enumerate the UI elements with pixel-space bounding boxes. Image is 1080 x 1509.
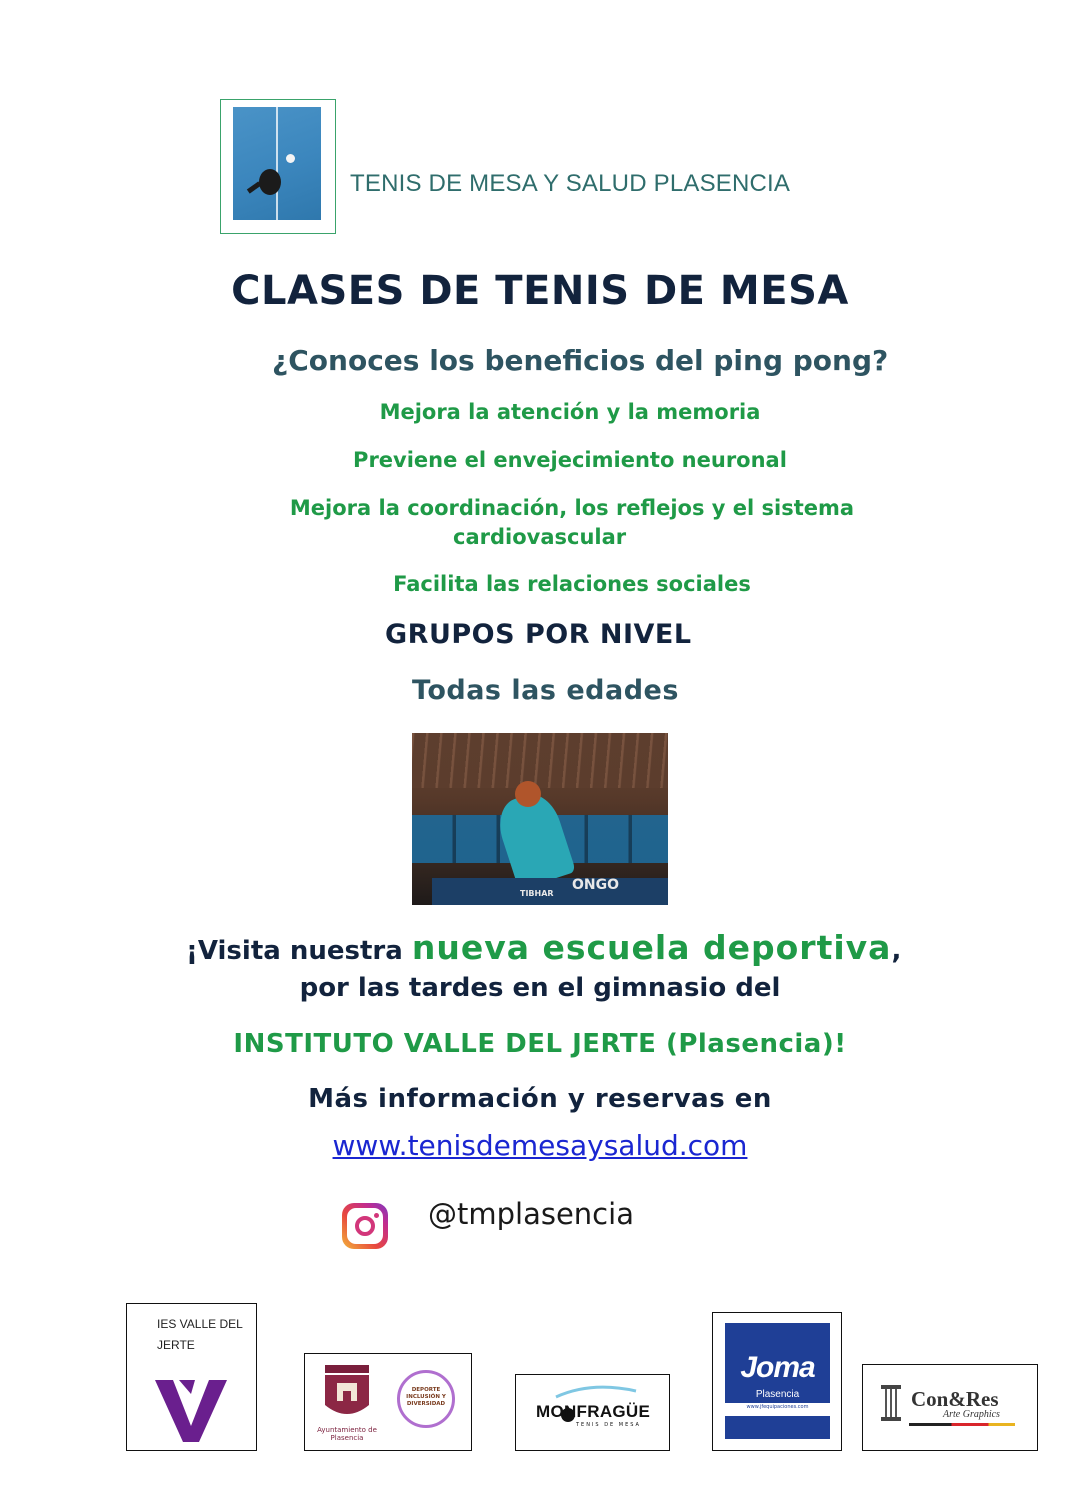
- sponsor-joma: [712, 1312, 842, 1451]
- player-photo: [412, 733, 668, 905]
- paddle-icon: [259, 169, 281, 195]
- ayuntamiento-label: Ayuntamiento de Plasencia: [317, 1426, 377, 1442]
- visit-highlight: nueva escuela deportiva: [411, 928, 892, 967]
- ages-heading: Todas las edades: [412, 675, 679, 706]
- benefit-item: Previene el envejecimiento neuronal: [353, 448, 787, 472]
- conres-color-bar: [909, 1423, 1015, 1426]
- instagram-icon[interactable]: [342, 1203, 388, 1249]
- groups-heading: GRUPOS POR NIVEL: [385, 619, 692, 650]
- photo-table-brand-2: TIBHAR: [520, 889, 554, 898]
- instagram-lens: [355, 1216, 375, 1236]
- monfrague-sub-label: TENIS DE MESA: [576, 1422, 641, 1428]
- joma-label: Joma: [740, 1351, 815, 1384]
- ping-pong-logo-image: [233, 107, 321, 220]
- joma-logo: [725, 1323, 830, 1439]
- sponsor-monfrague: [515, 1374, 670, 1451]
- conres-sub-label: Arte Graphics: [943, 1409, 1000, 1420]
- sponsor-ayuntamiento-plasencia: [304, 1353, 472, 1451]
- instagram-handle[interactable]: @tmplasencia: [428, 1197, 634, 1231]
- sponsor-conres: [862, 1364, 1038, 1451]
- visit-suffix: ,: [891, 936, 902, 966]
- visit-prefix: ¡Visita nuestra: [186, 936, 412, 966]
- ies-v-logo-icon: [155, 1376, 227, 1442]
- joma-place-label: Plasencia: [755, 1389, 800, 1400]
- photo-table-brand: ONGO: [572, 877, 620, 893]
- benefit-item: Mejora la coordinación, los reflejos y el sistema: [289, 496, 855, 520]
- page-title: CLASES DE TENIS DE MESA: [231, 268, 849, 314]
- institute-name: INSTITUTO VALLE DEL JERTE (Plasencia)!: [233, 1029, 847, 1059]
- deporte-inclusion-badge: [397, 1370, 455, 1428]
- benefit-item: Facilita las relaciones sociales: [393, 572, 751, 596]
- benefit-item: Mejora la atención y la memoria: [379, 400, 761, 424]
- visit-line-2: por las tardes en el gimnasio del: [299, 973, 781, 1003]
- joma-url-label: www.jfequipaciones.com: [746, 1404, 809, 1410]
- table-line: [276, 107, 278, 220]
- instagram-icon-inner: [347, 1208, 383, 1244]
- visit-line-1: [186, 928, 901, 967]
- more-info-text: Más información y reservas en: [308, 1084, 772, 1114]
- benefit-item-continued: cardiovascular: [453, 525, 627, 549]
- monfrague-label: MONFRAGÜE: [536, 1402, 651, 1421]
- photo-ceiling: [412, 733, 668, 788]
- organization-name: TENIS DE MESA Y SALUD PLASENCIA: [350, 170, 791, 197]
- ball-icon: [286, 154, 295, 163]
- sponsor-ies-valle-del-jerte: [126, 1303, 257, 1451]
- photo-player-head: [515, 781, 541, 807]
- column-icon: [881, 1385, 901, 1421]
- deporte-inclusion-label: DEPORTE INCLUSIÓN Y DIVERSIDAD: [406, 1387, 446, 1407]
- conres-label: Con&Res: [911, 1387, 999, 1411]
- ayuntamiento-crest-icon: [317, 1361, 377, 1423]
- benefits-question: ¿Conoces los beneficios del ping pong?: [272, 344, 889, 377]
- instagram-dot: [374, 1213, 379, 1218]
- sponsor-ies-label: IES VALLE DEL JERTE: [157, 1317, 243, 1352]
- website-link[interactable]: www.tenisdemesaysalud.com: [332, 1129, 748, 1162]
